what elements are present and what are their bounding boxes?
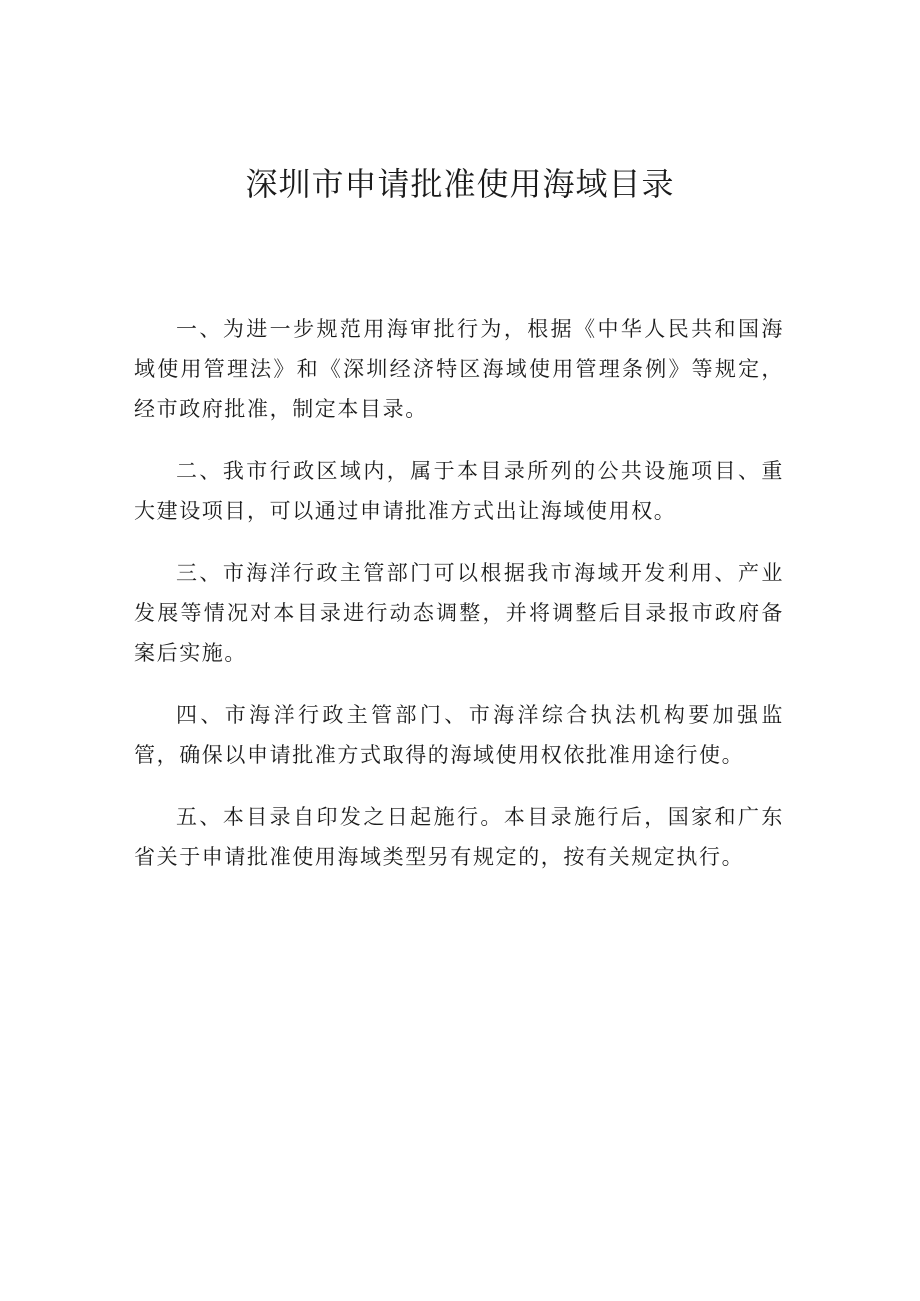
document-body [134, 309, 784, 899]
document-title: 深圳市申请批准使用海域目录 [245, 165, 675, 203]
paragraph-1: 一、为进一步规范用海审批行为，根据《中华人民共和国海域使用管理法》和《深圳经济特区海域使用管理条例》等规定，经市政府批准，制定本目录。 [134, 317, 784, 421]
paragraph-5: 五、本目录自印发之日起施行。本目录施行后，国家和广东省关于申请批准使用海域类型另有规定的，按有关规定执行。 [134, 805, 784, 869]
paragraph-4: 四、市海洋行政主管部门、市海洋综合执法机构要加强监管，确保以申请批准方式取得的海域使用权依批准用途行使。 [134, 703, 784, 767]
paragraph-3: 三、市海洋行政主管部门可以根据我市海域开发利用、产业发展等情况对本目录进行动态调整，并将调整后目录报市政府备案后实施。 [134, 561, 784, 665]
paragraph-2: 二、我市行政区域内，属于本目录所列的公共设施项目、重大建设项目，可以通过申请批准方式出让海域使用权。 [134, 459, 784, 523]
